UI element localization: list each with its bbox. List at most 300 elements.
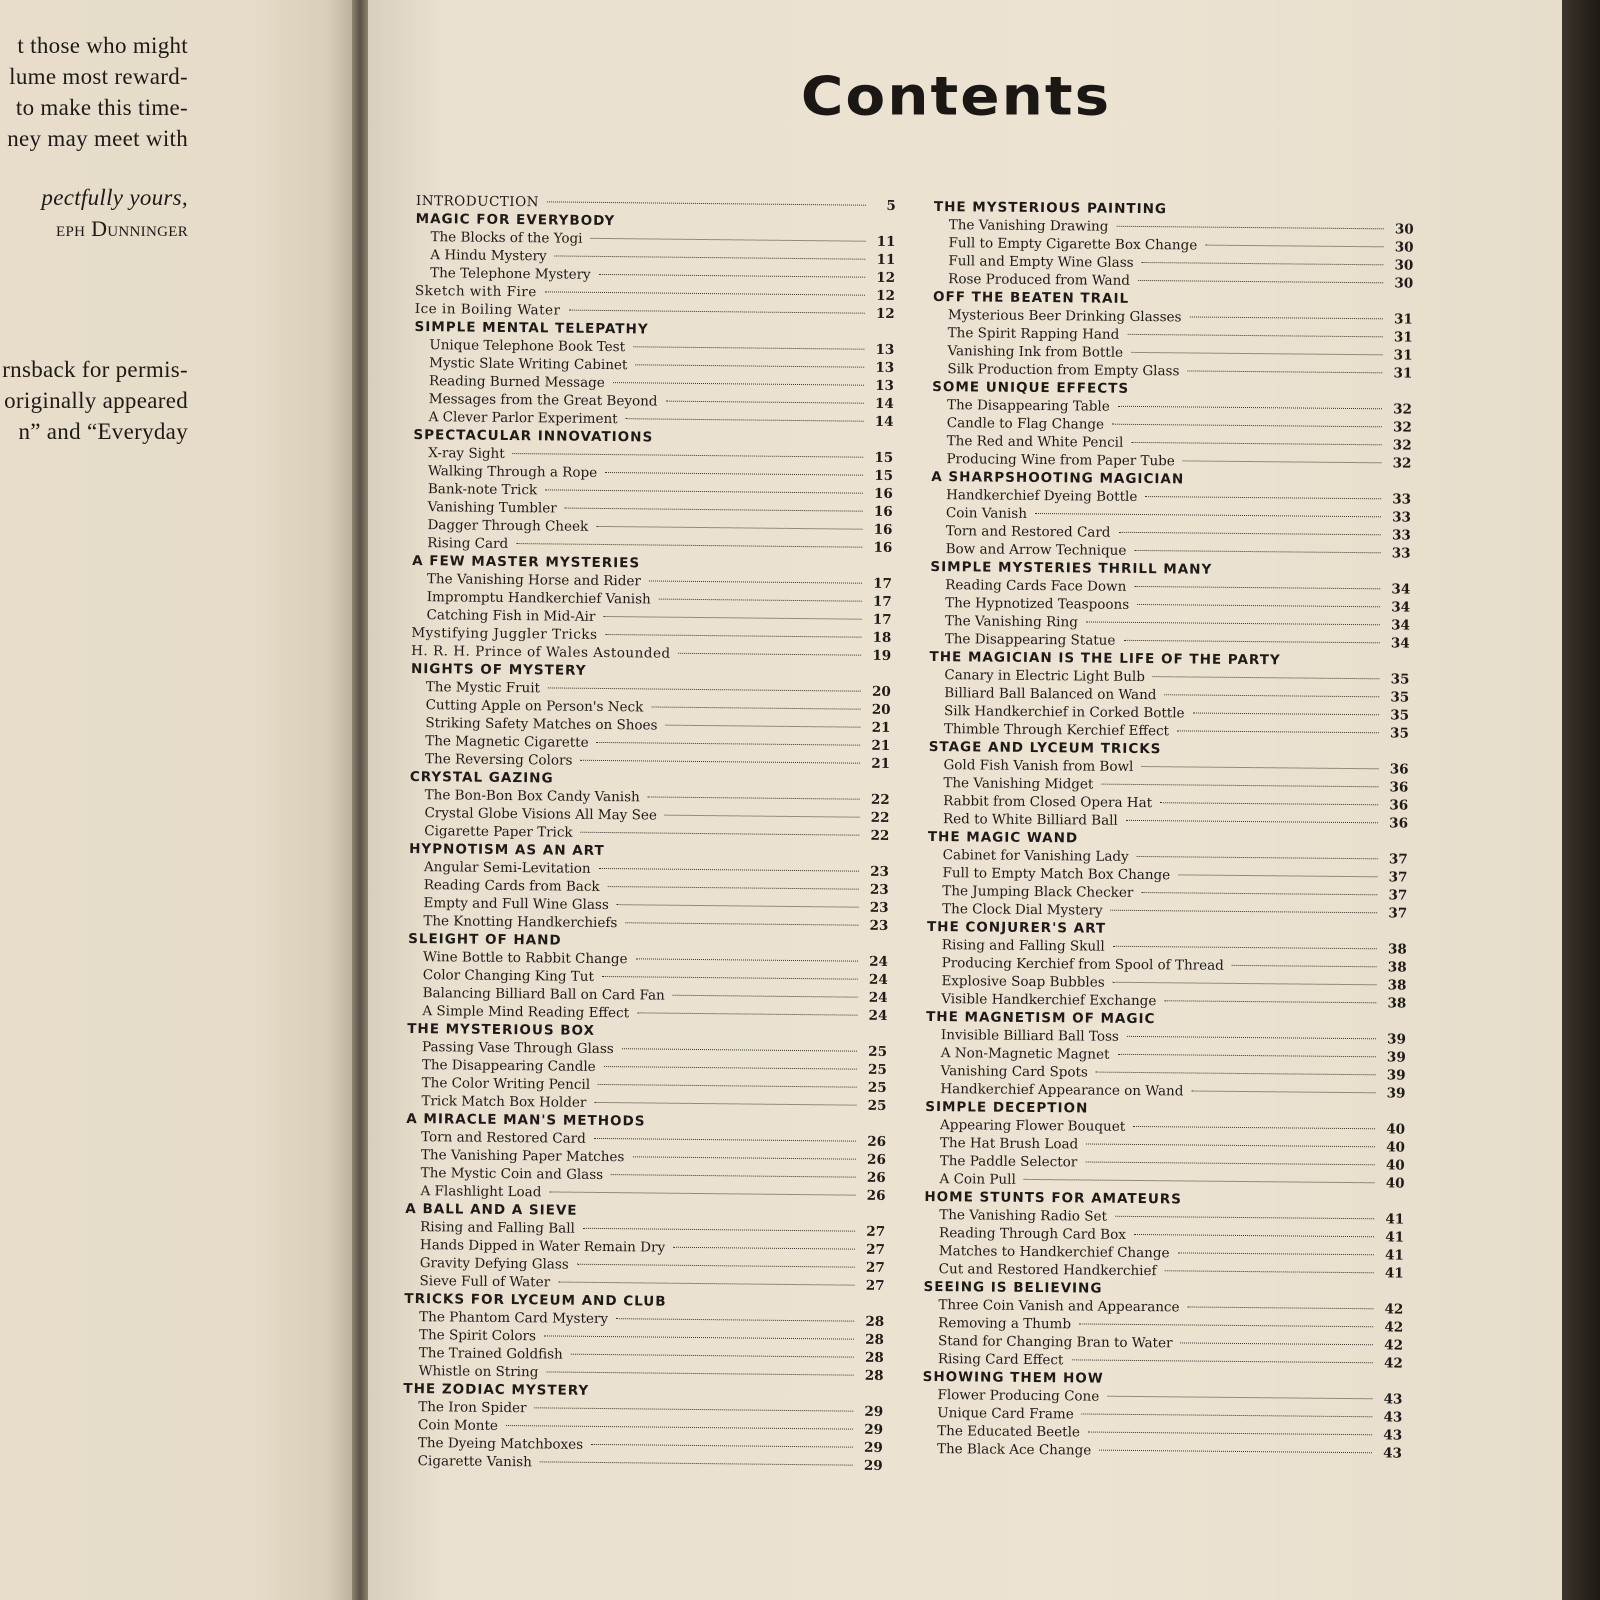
toc-entry-title: The Trained Goldfish: [418, 1345, 563, 1363]
toc-entry-title: The Mystic Fruit: [425, 679, 541, 697]
toc-page-number: 14: [874, 413, 894, 431]
contents-column-right: [922, 198, 1414, 1463]
toc-entry-title: Rising Card: [427, 535, 509, 552]
toc-page-number: 24: [868, 1007, 888, 1024]
dot-leader: [1085, 1161, 1374, 1165]
toc-page-number: 38: [1387, 941, 1407, 958]
toc-page-number: 37: [1388, 869, 1408, 886]
toc-page-number: 38: [1387, 959, 1407, 976]
toc-page-number: 28: [864, 1367, 884, 1384]
toc-entry-title: Cigarette Vanish: [417, 1453, 532, 1471]
toc-page-number: 32: [1392, 419, 1412, 436]
toc-entry-title: Vanishing Ink from Bottle: [947, 343, 1124, 361]
dot-leader: [545, 489, 863, 493]
section-heading: THE MYSTERIOUS BOX: [407, 1020, 596, 1039]
section-heading: SIMPLE MYSTERIES THRILL MANY: [930, 558, 1213, 578]
toc-entry-title: Rabbit from Closed Opera Hat: [943, 793, 1153, 812]
toc-entry-title: A Flashlight Load: [420, 1183, 542, 1201]
dot-leader: [1035, 513, 1381, 517]
dot-leader: [649, 580, 862, 583]
toc-entry-title: Mystic Slate Writing Cabinet: [429, 355, 628, 374]
dot-leader: [581, 832, 860, 836]
toc-page-number: 34: [1391, 599, 1411, 616]
toc-page-number: 23: [870, 863, 889, 880]
dot-leader: [603, 616, 861, 620]
text-line: rnsback for permis-: [2, 357, 188, 382]
dot-leader: [545, 291, 865, 295]
section-heading: TRICKS FOR LYCEUM AND CLUB: [404, 1290, 667, 1310]
toc-entry-title: Dagger Through Cheek: [427, 517, 589, 535]
section-heading: A SHARPSHOOTING MAGICIAN: [931, 468, 1185, 488]
toc-page-number: 30: [1394, 257, 1414, 274]
toc-entry-title: Full to Empty Cigarette Box Change: [948, 235, 1198, 254]
toc-page-number: 35: [1390, 707, 1410, 724]
toc-page-number: 43: [1383, 1445, 1403, 1462]
toc-page-number: 11: [876, 251, 896, 269]
toc-entry-title: Coin Monte: [418, 1417, 498, 1434]
dot-leader: [1183, 460, 1382, 463]
toc-page-number: 33: [1392, 509, 1412, 526]
toc-page-number: 43: [1383, 1391, 1403, 1408]
toc-page-number: 38: [1387, 995, 1407, 1012]
text-line: originally appeared: [4, 388, 188, 413]
toc-entry-title: The Educated Beetle: [937, 1423, 1080, 1441]
toc-page-number: 15: [874, 467, 894, 485]
dot-leader: [625, 922, 858, 925]
toc-entry-title: Crystal Globe Visions All May See: [424, 805, 657, 824]
toc-entry-title: The Telephone Mystery: [430, 265, 591, 283]
toc-page-number: 31: [1393, 365, 1413, 382]
dot-leader: [1126, 820, 1378, 823]
dot-leader: [1133, 1126, 1375, 1129]
dot-leader: [1188, 1306, 1374, 1309]
section-heading: NIGHTS OF MYSTERY: [410, 660, 587, 679]
toc-page-number: 41: [1384, 1265, 1404, 1282]
toc-entry-title: Reading Cards Face Down: [945, 577, 1127, 595]
toc-entry-title: The Clock Dial Mystery: [942, 901, 1103, 919]
dot-leader: [665, 725, 860, 728]
dot-leader: [598, 1084, 857, 1088]
toc-entry-title: Silk Production from Empty Glass: [947, 361, 1180, 380]
toc-entry-title: Three Coin Vanish and Appearance: [938, 1297, 1180, 1316]
toc-page-number: 33: [1391, 545, 1411, 562]
dot-leader: [599, 274, 865, 278]
toc-entry-title: Unique Telephone Book Test: [429, 337, 626, 356]
dot-leader: [1193, 713, 1379, 716]
text-line: lume most reward-: [9, 64, 188, 89]
toc-entry-title: Appearing Flower Bouquet: [940, 1117, 1126, 1135]
toc-entry-title: Reading Cards from Back: [423, 877, 600, 895]
toc-page-number: 32: [1392, 455, 1412, 472]
toc-page-number: 25: [867, 1097, 887, 1114]
dot-leader: [1137, 856, 1378, 859]
dot-leader: [1160, 802, 1378, 805]
toc-entry-title: The Vanishing Radio Set: [939, 1207, 1107, 1225]
section-heading: STAGE AND LYCEUM TRICKS: [928, 738, 1162, 758]
right-page: [368, 0, 1568, 1600]
toc-entry-title: Torn and Restored Card: [945, 523, 1111, 541]
toc-entry-title: The Knotting Handkerchiefs: [423, 913, 618, 932]
toc-page-number: 29: [863, 1439, 883, 1456]
toc-entry-title: Angular Semi-Levitation: [423, 859, 591, 877]
toc-page-number: 14: [874, 395, 894, 413]
dot-leader: [1118, 532, 1380, 536]
dot-leader: [632, 1156, 855, 1159]
section-heading: HOME STUNTS FOR AMATEURS: [924, 1188, 1183, 1208]
dot-leader: [590, 238, 865, 242]
toc-entry-title: Bow and Arrow Technique: [945, 541, 1127, 559]
section-heading: THE CONJURER'S ART: [926, 918, 1107, 937]
toc-page-number: 43: [1383, 1427, 1403, 1444]
dot-leader: [594, 1102, 856, 1106]
dot-leader: [648, 796, 860, 799]
dot-leader: [1134, 1234, 1374, 1237]
toc-entry-title: Reading Burned Message: [428, 373, 605, 391]
toc-entry-title: The Hypnotized Teaspoons: [945, 595, 1130, 613]
page-title: Contents: [800, 64, 1112, 128]
toc-entry-title: Removing a Thumb: [938, 1315, 1072, 1333]
toc-page-number: 26: [866, 1187, 886, 1204]
toc-page-number: 29: [863, 1457, 883, 1474]
dot-leader: [1178, 874, 1377, 877]
toc-page-number: 16: [873, 503, 893, 521]
section-heading: THE MYSTERIOUS PAINTING: [933, 198, 1168, 218]
toc-page-number: 41: [1385, 1211, 1405, 1228]
dot-leader: [577, 1264, 855, 1268]
toc-page-number: 27: [866, 1241, 886, 1258]
dot-leader: [1082, 1413, 1373, 1417]
toc-page-number: 11: [876, 233, 896, 251]
dot-leader: [633, 346, 864, 349]
toc-page-number: 37: [1388, 851, 1408, 868]
toc-page-number: 21: [871, 737, 891, 754]
toc-entry-title: Walking Through a Rope: [427, 463, 598, 481]
toc-entry-title: The Jumping Black Checker: [942, 883, 1134, 901]
dot-leader: [1191, 1091, 1375, 1094]
dot-leader: [583, 1228, 855, 1232]
text-line: ney may meet with: [7, 126, 188, 151]
toc-entry-title: The Phantom Card Mystery: [419, 1309, 609, 1328]
toc-page-number: 36: [1389, 779, 1409, 796]
toc-page-number: 31: [1393, 347, 1413, 364]
toc-entry-title: Wine Bottle to Rabbit Change: [422, 949, 628, 968]
toc-entry-title: Torn and Restored Card: [421, 1129, 586, 1147]
toc-page-number: 30: [1394, 239, 1414, 256]
dot-leader: [1116, 226, 1383, 230]
dot-leader: [1205, 245, 1383, 248]
toc-page-number: 12: [876, 269, 896, 287]
toc-page-number: 21: [871, 755, 891, 772]
dot-leader: [1232, 965, 1377, 967]
toc-entry: [403, 1452, 883, 1475]
toc-entry-title: Bank-note Trick: [427, 481, 538, 499]
dot-leader: [1096, 1072, 1376, 1076]
dot-leader: [616, 1318, 854, 1321]
toc-page-number: 34: [1391, 617, 1410, 634]
toc-page-number: 12: [875, 305, 895, 323]
toc-entry-title: Vanishing Tumbler: [427, 499, 557, 517]
toc-entry-title: Coin Vanish: [945, 505, 1028, 522]
section-heading: A MIRACLE MAN'S METHODS: [406, 1110, 646, 1130]
toc-entry-title: The Paddle Selector: [939, 1153, 1078, 1171]
toc-page-number: 24: [869, 953, 889, 970]
toc-entry-title: Unique Card Frame: [937, 1405, 1074, 1423]
dot-leader: [605, 472, 863, 476]
toc-page-number: 35: [1390, 725, 1409, 742]
toc-page-number: 36: [1389, 761, 1409, 778]
toc-entry-title: The Black Ace Change: [936, 1441, 1092, 1459]
toc-entry-title: The Blocks of the Yogi: [430, 229, 583, 247]
toc-page-number: 15: [874, 449, 894, 467]
toc-entry-title: Invisible Billiard Ball Toss: [940, 1027, 1119, 1045]
dot-leader: [1164, 694, 1379, 697]
dot-leader: [569, 310, 865, 314]
dot-leader: [594, 1138, 856, 1142]
dot-leader: [1117, 1054, 1375, 1057]
dot-leader: [665, 401, 863, 404]
dot-leader: [635, 364, 864, 367]
toc-page-number: 12: [876, 287, 896, 305]
toc-entry-title: Producing Kerchief from Spool of Thread: [941, 955, 1224, 974]
toc-page-number: 25: [867, 1079, 887, 1096]
toc-entry-title: Gold Fish Vanish from Bowl: [943, 757, 1134, 775]
toc-entry-title: The Reversing Colors: [424, 751, 573, 769]
dot-leader: [547, 201, 866, 205]
section-heading: A BALL AND A SIEVE: [405, 1200, 578, 1219]
section-heading: CRYSTAL GAZING: [409, 768, 554, 787]
toc-entry-title: Cabinet for Vanishing Lady: [942, 847, 1129, 865]
section-heading: SOME UNIQUE EFFECTS: [932, 378, 1130, 397]
toc-entry-title: Matches to Handkerchief Change: [938, 1243, 1170, 1262]
toc-entry-title: Balancing Billiard Ball on Card Fan: [422, 985, 665, 1004]
toc-page-number: 26: [866, 1169, 886, 1186]
toc-page-number: 20: [871, 701, 891, 718]
dot-leader: [1178, 1252, 1374, 1255]
toc-entry-title: Handkerchief Dyeing Bottle: [946, 487, 1138, 505]
dot-leader: [1180, 1342, 1373, 1345]
dot-leader: [580, 760, 860, 764]
toc-entry-title: Ice in Boiling Water: [414, 300, 561, 319]
toc-page-number: 33: [1392, 491, 1412, 508]
section-heading: SLEIGHT OF HAND: [408, 930, 562, 949]
toc-page-number: 16: [873, 521, 893, 539]
toc-page-number: 22: [870, 791, 890, 808]
toc-entry-title: Trick Match Box Holder: [421, 1093, 587, 1111]
dot-leader: [635, 958, 857, 961]
toc-entry-title: The Iron Spider: [418, 1399, 527, 1417]
dot-leader: [599, 868, 859, 872]
dot-leader: [1131, 352, 1382, 355]
dot-leader: [1113, 982, 1377, 986]
section-heading: HYPNOTISM AS AN ART: [409, 840, 605, 860]
dot-leader: [1134, 586, 1380, 589]
toc-page-number: 39: [1386, 1049, 1406, 1066]
toc-entry-title: Mysterious Beer Drinking Glasses: [947, 307, 1182, 326]
toc-page-number: 42: [1384, 1319, 1404, 1336]
toc-entry-title: Producing Wine from Paper Tube: [946, 451, 1175, 470]
dot-leader: [602, 976, 858, 980]
page-edge: [1562, 0, 1600, 1600]
toc-entry-title: The Disappearing Table: [946, 397, 1110, 415]
toc-page-number: 26: [867, 1133, 887, 1150]
dot-leader: [1088, 1432, 1372, 1436]
toc-entry-title: Rising and Falling Skull: [941, 937, 1105, 955]
toc-entry-title: The Hat Brush Load: [939, 1135, 1079, 1153]
toc-entry-title: Billiard Ball Balanced on Wand: [944, 685, 1157, 704]
dot-leader: [516, 543, 862, 548]
toc-page-number: 31: [1393, 329, 1413, 346]
section-heading: SPECTACULAR INNOVATIONS: [413, 426, 654, 446]
toc-page-number: 40: [1385, 1157, 1405, 1174]
toc-page-number: 38: [1387, 977, 1407, 994]
dot-leader: [1112, 424, 1382, 428]
toc-page-number: 22: [870, 827, 890, 844]
toc-page-number: 35: [1390, 671, 1410, 688]
dot-leader: [604, 1066, 857, 1070]
toc-entry-title: Color Changing King Tut: [422, 967, 595, 985]
toc-page-number: 26: [867, 1151, 886, 1168]
toc-page-number: 30: [1394, 275, 1414, 292]
toc-entry-title: Stand for Changing Bran to Water: [937, 1333, 1173, 1352]
toc-entry-title: Reading Through Card Box: [938, 1225, 1126, 1243]
toc-page-number: 36: [1389, 797, 1409, 814]
toc-page-number: 34: [1390, 635, 1410, 652]
dot-leader: [1086, 1144, 1375, 1148]
toc-entry-title: The Spirit Colors: [418, 1327, 537, 1345]
dot-leader: [1138, 280, 1383, 283]
toc-entry-title: The Dyeing Matchboxes: [417, 1435, 584, 1453]
toc-page-number: 27: [865, 1259, 885, 1276]
dot-leader: [506, 1425, 853, 1430]
dot-leader: [571, 1354, 854, 1358]
toc-entry-title: Thimble Through Kerchief Effect: [943, 721, 1170, 740]
dot-leader: [558, 1282, 854, 1286]
dot-leader: [1145, 496, 1381, 499]
toc-page-number: 43: [1383, 1409, 1403, 1426]
section-heading: MAGIC FOR EVERYBODY: [415, 210, 616, 230]
toc-entry-title: Full to Empty Match Box Change: [942, 865, 1171, 884]
toc-page-number: 24: [868, 971, 888, 988]
toc-page-number: 17: [872, 593, 892, 611]
dot-leader: [679, 653, 862, 656]
toc-entry-title: Silk Handkerchief in Corked Bottle: [943, 703, 1185, 722]
toc-entry-title: The Spirit Rapping Hand: [947, 325, 1120, 343]
toc-entry-title: The Vanishing Ring: [944, 613, 1078, 631]
toc-entry-title: Rose Produced from Wand: [948, 271, 1131, 289]
dot-leader: [626, 418, 864, 421]
toc-page-number: 30: [1394, 221, 1414, 238]
dot-leader: [1099, 1450, 1372, 1454]
toc-entry-title: The Disappearing Candle: [421, 1057, 596, 1075]
toc-entry-title: H. R. H. Prince of Wales Astounded: [411, 642, 671, 662]
dot-leader: [513, 453, 864, 458]
toc-entry-title: X-ray Sight: [428, 445, 505, 462]
dot-leader: [1079, 1323, 1373, 1327]
toc-page-number: 24: [868, 989, 888, 1006]
toc-entry-title: Rising Card Effect: [937, 1351, 1064, 1369]
dot-leader: [1071, 1359, 1372, 1363]
toc-page-number: 39: [1386, 1067, 1406, 1084]
toc-entry-title: Full and Empty Wine Glass: [948, 253, 1134, 271]
toc-entry-title: A Non-Magnetic Magnet: [940, 1045, 1110, 1063]
section-heading: SEEING IS BELIEVING: [923, 1278, 1103, 1297]
toc-page-number: 16: [873, 485, 893, 503]
toc-page-number: 23: [869, 881, 889, 898]
toc-entry-title: A Simple Mind Reading Effect: [422, 1003, 630, 1022]
dot-leader: [1134, 550, 1380, 553]
toc-page-number: 28: [865, 1313, 885, 1330]
section-heading: THE MAGIC WAND: [927, 828, 1079, 847]
toc-page-number: 31: [1393, 311, 1413, 328]
toc-page-number: 16: [873, 539, 893, 557]
toc-page-number: 20: [871, 683, 891, 700]
dot-leader: [1189, 316, 1382, 319]
dot-leader: [659, 599, 862, 602]
dot-leader: [1164, 1000, 1376, 1003]
toc-page-number: 42: [1384, 1301, 1404, 1318]
dot-leader: [1111, 910, 1378, 914]
dot-leader: [605, 634, 861, 638]
toc-page-number: 36: [1389, 815, 1409, 832]
toc-page-number: 28: [864, 1349, 884, 1366]
toc-entry-title: Passing Vase Through Glass: [421, 1039, 614, 1058]
toc-entry-title: A Hindu Mystery: [430, 247, 547, 265]
dot-leader: [546, 1371, 853, 1375]
toc-page-number: 32: [1392, 437, 1412, 454]
section-heading: THE MAGICIAN IS THE LIFE OF THE PARTY: [929, 648, 1281, 669]
toc-entry-title: Sketch with Fire: [414, 282, 537, 301]
dot-leader: [1086, 621, 1380, 625]
dot-leader: [1127, 334, 1382, 337]
toc-page-number: 37: [1388, 887, 1408, 904]
dot-leader: [1141, 892, 1377, 895]
dot-leader: [544, 1335, 854, 1339]
toc-entry-title: Sieve Full of Water: [419, 1273, 551, 1291]
dot-leader: [673, 1247, 855, 1250]
toc-page-number: 32: [1393, 401, 1413, 418]
dot-leader: [1107, 1396, 1372, 1400]
toc-entry-title: Flower Producing Cone: [937, 1387, 1100, 1405]
toc-page-number: 29: [864, 1403, 884, 1420]
toc-page-number: 23: [869, 917, 889, 934]
signature-closing: pectfully yours,: [41, 185, 188, 210]
toc-page-number: 42: [1384, 1337, 1404, 1354]
toc-entry-title: Impromptu Handkerchief Vanish: [426, 589, 651, 608]
dot-leader: [665, 815, 860, 818]
toc-entry-title: Canary in Electric Light Bulb: [944, 667, 1145, 686]
dot-leader: [622, 1048, 857, 1051]
toc-entry-title: The Bon-Bon Box Candy Vanish: [424, 787, 640, 806]
dot-leader: [1141, 766, 1378, 769]
toc-page-number: 40: [1386, 1121, 1406, 1138]
toc-entry-title: Empty and Full Wine Glass: [423, 895, 609, 914]
dot-leader: [673, 995, 858, 998]
text-line: n” and “Everyday: [18, 419, 188, 444]
toc-page-number: 42: [1383, 1355, 1403, 1372]
toc-entry-title: Messages from the Great Beyond: [428, 391, 658, 410]
toc-page-number: 39: [1386, 1085, 1406, 1102]
toc-page-number: 40: [1385, 1175, 1405, 1192]
toc-entry-title: Visible Handkerchief Exchange: [941, 991, 1157, 1010]
toc-entry-title: Handkerchief Appearance on Wand: [940, 1081, 1184, 1100]
toc-entry-title: Rising and Falling Ball: [420, 1219, 575, 1237]
text-line: to make this time-: [15, 95, 188, 120]
section-heading: THE ZODIAC MYSTERY: [403, 1380, 590, 1399]
dot-leader: [1127, 1036, 1376, 1039]
toc-page-number: 33: [1391, 527, 1411, 544]
toc-entry-title: The Vanishing Horse and Rider: [426, 571, 641, 590]
dot-leader: [1164, 1270, 1373, 1273]
